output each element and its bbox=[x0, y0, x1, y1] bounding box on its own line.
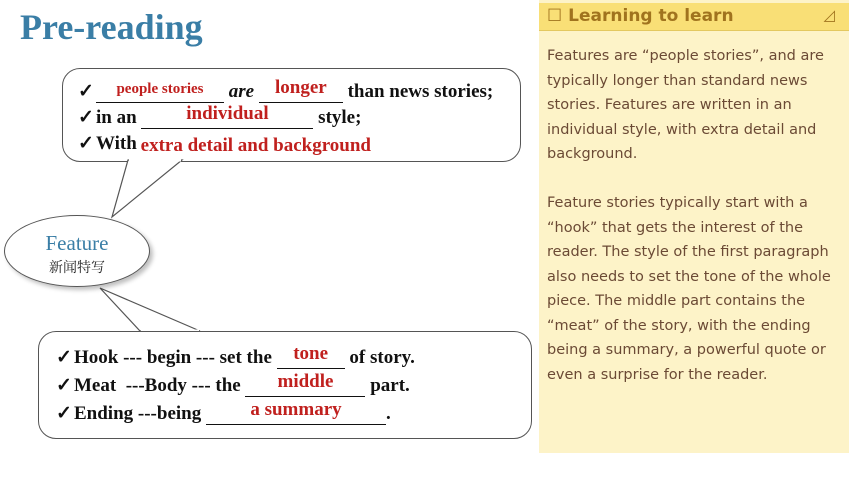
bottom-bubble-tail bbox=[100, 288, 200, 331]
check-icon: ✓ bbox=[78, 81, 94, 102]
page-title: Pre-reading bbox=[20, 7, 203, 47]
feature-ellipse bbox=[4, 215, 150, 287]
panel-header-title: ☐ Learning to learn bbox=[547, 6, 734, 26]
text-of-story: of story. bbox=[349, 347, 415, 368]
learning-panel-header bbox=[539, 3, 849, 31]
text-period: . bbox=[385, 403, 391, 424]
answer-tone: tone bbox=[293, 343, 329, 364]
panel-paragraph-2: Feature stories typically start with a “hook” that gets the interest of the reader. The style of the first paragraph also needs to set the tone of the whole piece. The middle part contains the “meat” of the story, with the ending being a summary, a powerful quote or even a surprise for the reader. bbox=[547, 195, 831, 383]
answer-longer: longer bbox=[274, 77, 327, 98]
panel-paragraph-1: Features are “people stories”, and are typically longer than standard news stories. Features are written in an individual style, with extra detail and background. bbox=[547, 48, 824, 162]
text-with: With bbox=[96, 133, 137, 154]
answer-individual: individual bbox=[186, 103, 269, 124]
text-hook: Hook --- begin --- set the bbox=[74, 347, 272, 368]
text-meat: Meat ---Body --- the bbox=[74, 375, 241, 396]
answer-people-stories: people stories bbox=[116, 81, 204, 97]
check-icon: ✓ bbox=[56, 375, 72, 396]
bottom-line-2 bbox=[56, 371, 410, 397]
feature-label: Feature bbox=[45, 231, 109, 255]
bottom-line-3 bbox=[56, 399, 391, 425]
top-bubble-tail bbox=[112, 160, 182, 217]
check-icon: ✓ bbox=[56, 347, 72, 368]
check-icon: ✓ bbox=[78, 133, 94, 154]
top-line-1 bbox=[78, 77, 494, 103]
check-icon: ✓ bbox=[78, 107, 94, 128]
text-ending: Ending ---being bbox=[74, 403, 202, 424]
answer-extra-detail: extra detail and background bbox=[140, 135, 371, 156]
bottom-line-1 bbox=[56, 343, 415, 369]
corner-triangle-icon: ◿ bbox=[823, 6, 835, 24]
check-icon: ✓ bbox=[56, 403, 72, 424]
text-are: are bbox=[228, 81, 255, 102]
text-than-news: than news stories; bbox=[347, 81, 494, 102]
checkbox-icon: ☐ bbox=[547, 6, 563, 26]
answer-a-summary: a summary bbox=[250, 399, 342, 420]
feature-chinese: 新闻特写 bbox=[49, 260, 105, 276]
top-line-3 bbox=[78, 132, 375, 155]
text-in-an: in an bbox=[96, 107, 137, 128]
answer-middle: middle bbox=[277, 371, 334, 392]
text-style: style; bbox=[318, 107, 362, 128]
text-part: part. bbox=[370, 375, 410, 396]
top-line-2 bbox=[78, 103, 362, 129]
